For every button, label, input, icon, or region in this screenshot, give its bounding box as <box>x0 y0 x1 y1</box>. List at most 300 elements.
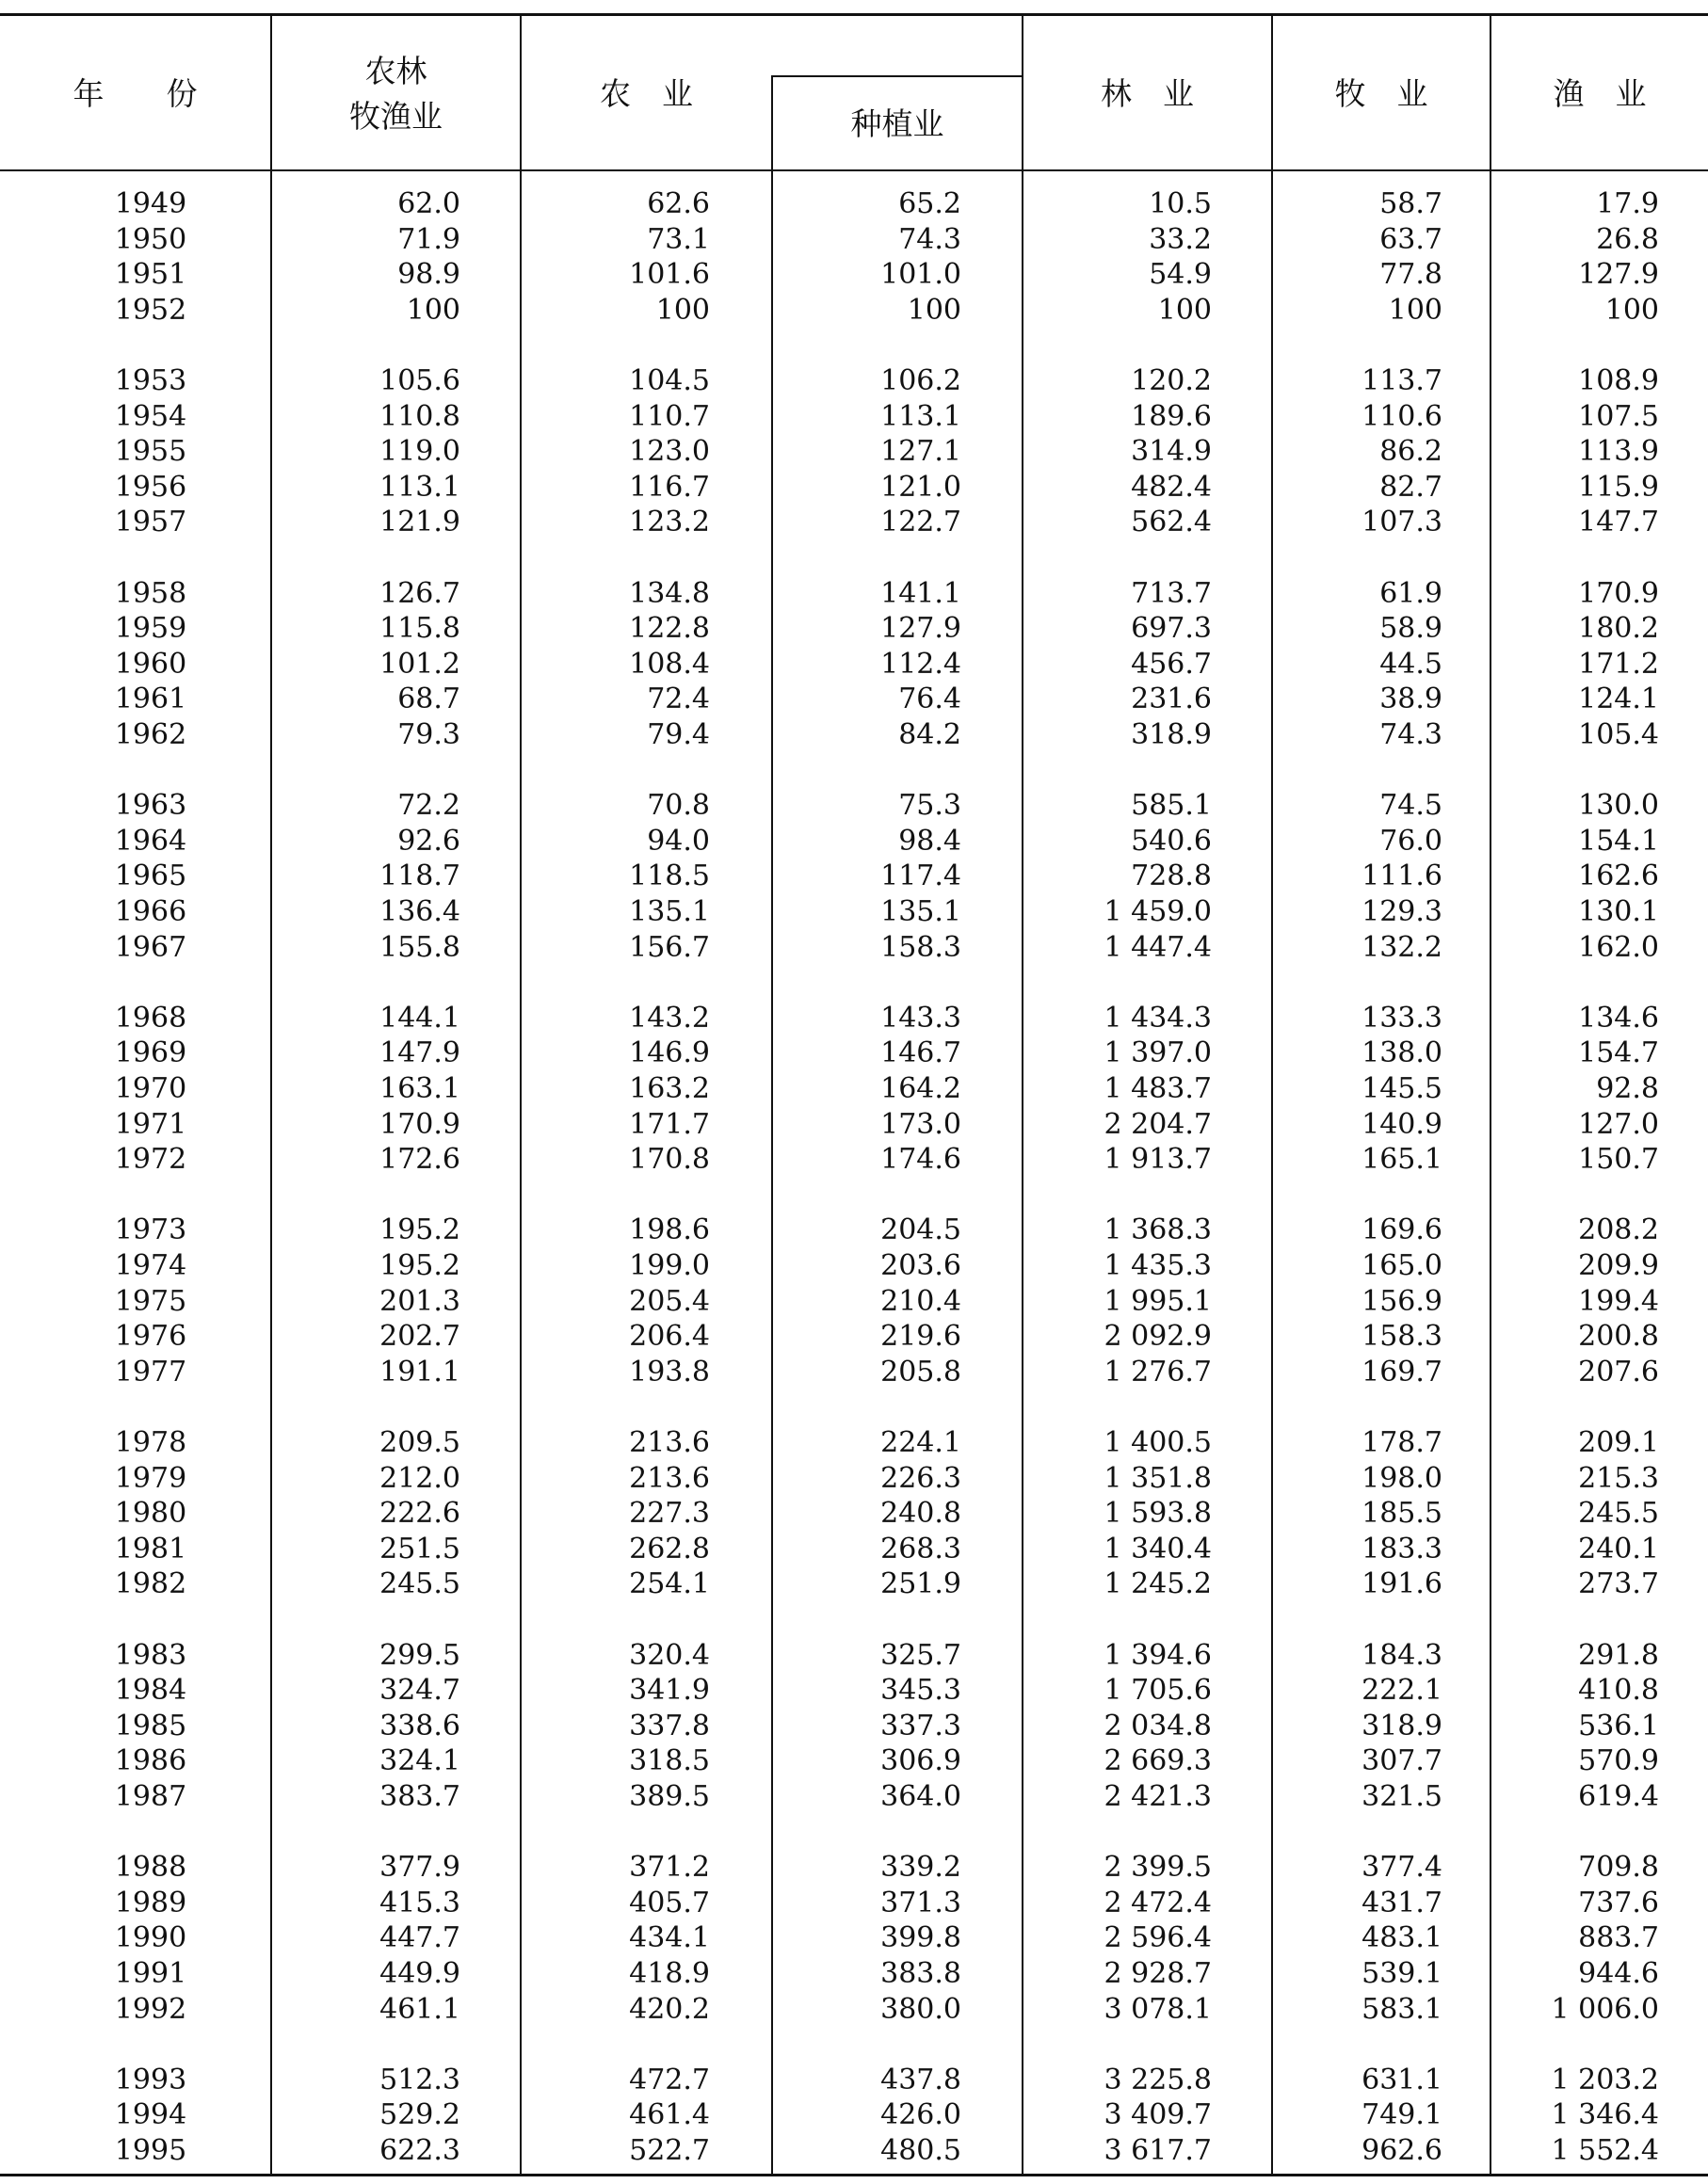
animal-cell: 110.6 <box>1362 399 1442 433</box>
year-cell: 1980 <box>114 1497 187 1531</box>
agriculture-cell: 134.8 <box>629 576 710 610</box>
agriculture-cell: 116.7 <box>629 470 710 504</box>
animal-cell: 631.1 <box>1362 2063 1442 2096</box>
fishery-cell: 107.5 <box>1578 399 1659 433</box>
forestry-cell: 456.7 <box>1131 647 1212 681</box>
forestry-cell: 2 092.9 <box>1104 1320 1212 1354</box>
fishery-cell: 208.2 <box>1578 1213 1659 1247</box>
fishery-cell: 170.9 <box>1578 576 1659 610</box>
crops-cell: 98.4 <box>898 824 961 858</box>
year-cell: 1967 <box>114 930 187 964</box>
animal-cell: 63.7 <box>1379 222 1442 256</box>
agriculture-cell: 101.6 <box>629 258 710 292</box>
animal-cell: 158.3 <box>1362 1320 1442 1354</box>
total-cell: 136.4 <box>379 895 460 928</box>
total-cell: 170.9 <box>379 1107 460 1141</box>
animal-cell: 58.7 <box>1379 187 1442 220</box>
crops-cell: 219.6 <box>880 1320 961 1354</box>
forestry-cell: 2 669.3 <box>1104 1744 1212 1778</box>
agriculture-cell: 206.4 <box>629 1320 710 1354</box>
fishery-cell: 1 552.4 <box>1551 2134 1659 2167</box>
total-cell: 126.7 <box>379 576 460 610</box>
forestry-cell: 1 351.8 <box>1104 1461 1212 1495</box>
year-cell: 1994 <box>114 2098 187 2132</box>
total-cell: 299.5 <box>379 1638 460 1672</box>
fishery-cell: 171.2 <box>1578 647 1659 681</box>
year-cell: 1978 <box>114 1426 187 1459</box>
forestry-cell: 231.6 <box>1131 682 1212 716</box>
crops-cell: 84.2 <box>898 718 961 751</box>
animal-cell: 86.2 <box>1379 435 1442 469</box>
crops-cell: 383.8 <box>880 1957 961 1990</box>
forestry-cell: 3 617.7 <box>1104 2134 1212 2167</box>
year-cell: 1984 <box>114 1674 187 1708</box>
crops-cell: 74.3 <box>898 222 961 256</box>
total-cell: 147.9 <box>379 1036 460 1070</box>
year-cell: 1954 <box>114 399 187 433</box>
forestry-cell: 1 483.7 <box>1104 1072 1212 1105</box>
forestry-cell: 1 995.1 <box>1104 1284 1212 1318</box>
animal-cell: 431.7 <box>1362 1886 1442 1919</box>
crops-cell: 122.7 <box>880 506 961 539</box>
forestry-cell: 1 245.2 <box>1104 1567 1212 1601</box>
agriculture-cell: 70.8 <box>647 789 710 823</box>
agriculture-cell: 94.0 <box>647 824 710 858</box>
total-cell: 119.0 <box>379 435 460 469</box>
crops-cell: 100 <box>907 293 961 327</box>
fishery-cell: 130.1 <box>1578 895 1659 928</box>
year-cell: 1995 <box>114 2134 187 2167</box>
agriculture-cell: 337.8 <box>629 1709 710 1742</box>
fishery-cell: 273.7 <box>1578 1567 1659 1601</box>
fishery-cell: 150.7 <box>1578 1143 1659 1177</box>
agriculture-cell: 110.7 <box>629 399 710 433</box>
total-cell: 449.9 <box>379 1957 460 1990</box>
total-cell: 155.8 <box>379 930 460 964</box>
agriculture-cell: 163.2 <box>629 1072 710 1105</box>
top-rule <box>0 13 1708 16</box>
forestry-cell: 1 394.6 <box>1104 1638 1212 1672</box>
fishery-cell: 709.8 <box>1578 1851 1659 1885</box>
fishery-cell: 162.0 <box>1578 930 1659 964</box>
total-cell: 415.3 <box>379 1886 460 1919</box>
agriculture-cell: 213.6 <box>629 1461 710 1495</box>
crops-cell: 251.9 <box>880 1567 961 1601</box>
crops-cell: 121.0 <box>880 470 961 504</box>
forestry-cell: 10.5 <box>1149 187 1212 220</box>
fishery-cell: 536.1 <box>1578 1709 1659 1742</box>
year-cell: 1972 <box>114 1143 187 1177</box>
agriculture-cell: 389.5 <box>629 1780 710 1813</box>
forestry-cell: 3 225.8 <box>1104 2063 1212 2096</box>
fishery-cell: 115.9 <box>1578 470 1659 504</box>
animal-cell: 165.0 <box>1362 1249 1442 1282</box>
animal-cell: 77.8 <box>1379 258 1442 292</box>
year-cell: 1988 <box>114 1851 187 1885</box>
year-cell: 1965 <box>114 859 187 893</box>
crops-cell: 127.9 <box>880 612 961 646</box>
animal-cell: 178.7 <box>1362 1426 1442 1459</box>
forestry-cell: 1 340.4 <box>1104 1532 1212 1566</box>
agriculture-cell: 418.9 <box>629 1957 710 1990</box>
fishery-cell: 200.8 <box>1578 1320 1659 1354</box>
agriculture-cell: 123.0 <box>629 435 710 469</box>
total-cell: 447.7 <box>379 1921 460 1955</box>
total-cell: 101.2 <box>379 647 460 681</box>
year-cell: 1981 <box>114 1532 187 1566</box>
crops-cell: 480.5 <box>880 2134 961 2167</box>
agriculture-cell: 254.1 <box>629 1567 710 1601</box>
agriculture-cell: 262.8 <box>629 1532 710 1566</box>
year-cell: 1991 <box>114 1957 187 1990</box>
crops-cell: 65.2 <box>898 187 961 220</box>
animal-cell: 749.1 <box>1362 2098 1442 2132</box>
forestry-cell: 1 913.7 <box>1104 1143 1212 1177</box>
fishery-cell: 410.8 <box>1578 1674 1659 1708</box>
crops-cell: 437.8 <box>880 2063 961 2096</box>
year-cell: 1970 <box>114 1072 187 1105</box>
year-cell: 1973 <box>114 1213 187 1247</box>
total-cell: 383.7 <box>379 1780 460 1813</box>
year-cell: 1968 <box>114 1001 187 1035</box>
animal-cell: 82.7 <box>1379 470 1442 504</box>
fishery-cell: 127.0 <box>1578 1107 1659 1141</box>
subheader-rule <box>771 75 1022 77</box>
year-cell: 1950 <box>114 222 187 256</box>
agriculture-cell: 193.8 <box>629 1355 710 1389</box>
crops-cell: 345.3 <box>880 1674 961 1708</box>
total-cell: 121.9 <box>379 506 460 539</box>
animal-cell: 74.3 <box>1379 718 1442 751</box>
forestry-cell: 1 447.4 <box>1104 930 1212 964</box>
total-cell: 512.3 <box>379 2063 460 2096</box>
animal-cell: 113.7 <box>1362 364 1442 397</box>
animal-cell: 74.5 <box>1379 789 1442 823</box>
header-fishery: 渔 业 <box>1553 75 1647 112</box>
animal-cell: 38.9 <box>1379 682 1442 716</box>
fishery-cell: 737.6 <box>1578 1886 1659 1919</box>
crops-cell: 117.4 <box>880 859 961 893</box>
crops-cell: 371.3 <box>880 1886 961 1919</box>
total-cell: 622.3 <box>379 2134 460 2167</box>
total-cell: 118.7 <box>379 859 460 893</box>
fishery-cell: 17.9 <box>1596 187 1659 220</box>
crops-cell: 226.3 <box>880 1461 961 1495</box>
year-cell: 1993 <box>114 2063 187 2096</box>
forestry-cell: 1 368.3 <box>1104 1213 1212 1247</box>
total-cell: 245.5 <box>379 1567 460 1601</box>
crops-cell: 127.1 <box>880 435 961 469</box>
animal-cell: 169.7 <box>1362 1355 1442 1389</box>
forestry-cell: 2 399.5 <box>1104 1851 1212 1885</box>
fishery-cell: 207.6 <box>1578 1355 1659 1389</box>
year-cell: 1959 <box>114 612 187 646</box>
total-cell: 251.5 <box>379 1532 460 1566</box>
forestry-cell: 120.2 <box>1131 364 1212 397</box>
year-cell: 1966 <box>114 895 187 928</box>
year-cell: 1992 <box>114 1992 187 2026</box>
fishery-cell: 1 346.4 <box>1551 2098 1659 2132</box>
agriculture-cell: 320.4 <box>629 1638 710 1672</box>
animal-cell: 111.6 <box>1362 859 1442 893</box>
forestry-cell: 1 400.5 <box>1104 1426 1212 1459</box>
agriculture-cell: 171.7 <box>629 1107 710 1141</box>
year-cell: 1952 <box>114 293 187 327</box>
forestry-cell: 1 459.0 <box>1104 895 1212 928</box>
animal-cell: 539.1 <box>1362 1957 1442 1990</box>
year-cell: 1960 <box>114 647 187 681</box>
crops-cell: 210.4 <box>880 1284 961 1318</box>
fishery-cell: 245.5 <box>1578 1497 1659 1531</box>
forestry-cell: 2 596.4 <box>1104 1921 1212 1955</box>
animal-cell: 138.0 <box>1362 1036 1442 1070</box>
year-cell: 1982 <box>114 1567 187 1601</box>
agriculture-cell: 341.9 <box>629 1674 710 1708</box>
animal-cell: 165.1 <box>1362 1143 1442 1177</box>
fishery-cell: 124.1 <box>1578 682 1659 716</box>
crops-cell: 101.0 <box>880 258 961 292</box>
total-cell: 115.8 <box>379 612 460 646</box>
crops-cell: 113.1 <box>880 399 961 433</box>
crops-cell: 380.0 <box>880 1992 961 2026</box>
animal-cell: 483.1 <box>1362 1921 1442 1955</box>
total-cell: 72.2 <box>397 789 460 823</box>
year-cell: 1976 <box>114 1320 187 1354</box>
crops-cell: 399.8 <box>880 1921 961 1955</box>
forestry-cell: 1 435.3 <box>1104 1249 1212 1282</box>
bottom-rule <box>0 2174 1708 2176</box>
animal-cell: 307.7 <box>1362 1744 1442 1778</box>
fishery-cell: 883.7 <box>1578 1921 1659 1955</box>
header-forestry: 林 业 <box>1101 75 1194 112</box>
fishery-cell: 100 <box>1604 293 1659 327</box>
forestry-cell: 728.8 <box>1131 859 1212 893</box>
forestry-cell: 318.9 <box>1131 718 1212 751</box>
agriculture-cell: 146.9 <box>629 1036 710 1070</box>
forestry-cell: 3 078.1 <box>1104 1992 1212 2026</box>
total-cell: 222.6 <box>379 1497 460 1531</box>
year-cell: 1986 <box>114 1744 187 1778</box>
crops-cell: 106.2 <box>880 364 961 397</box>
year-cell: 1983 <box>114 1638 187 1672</box>
total-cell: 71.9 <box>397 222 460 256</box>
total-cell: 377.9 <box>379 1851 460 1885</box>
total-cell: 113.1 <box>379 470 460 504</box>
year-cell: 1987 <box>114 1780 187 1813</box>
total-cell: 100 <box>406 293 460 327</box>
year-cell: 1985 <box>114 1709 187 1742</box>
total-cell: 79.3 <box>397 718 460 751</box>
header-bottom-rule <box>0 169 1708 171</box>
animal-cell: 58.9 <box>1379 612 1442 646</box>
crops-cell: 268.3 <box>880 1532 961 1566</box>
animal-cell: 185.5 <box>1362 1497 1442 1531</box>
forestry-cell: 585.1 <box>1131 789 1212 823</box>
fishery-cell: 108.9 <box>1578 364 1659 397</box>
agriculture-cell: 371.2 <box>629 1851 710 1885</box>
year-cell: 1953 <box>114 364 187 397</box>
forestry-cell: 1 434.3 <box>1104 1001 1212 1035</box>
animal-cell: 169.6 <box>1362 1213 1442 1247</box>
fishery-cell: 944.6 <box>1578 1957 1659 1990</box>
animal-cell: 191.6 <box>1362 1567 1442 1601</box>
forestry-cell: 1 705.6 <box>1104 1674 1212 1708</box>
forestry-cell: 189.6 <box>1131 399 1212 433</box>
animal-cell: 318.9 <box>1362 1709 1442 1742</box>
crops-cell: 174.6 <box>880 1143 961 1177</box>
total-cell: 110.8 <box>379 399 460 433</box>
fishery-cell: 92.8 <box>1596 1072 1659 1105</box>
fishery-cell: 127.9 <box>1578 258 1659 292</box>
year-cell: 1974 <box>114 1249 187 1282</box>
agriculture-cell: 420.2 <box>629 1992 710 2026</box>
fishery-cell: 291.8 <box>1578 1638 1659 1672</box>
year-cell: 1962 <box>114 718 187 751</box>
fishery-cell: 619.4 <box>1578 1780 1659 1813</box>
agriculture-cell: 405.7 <box>629 1886 710 1919</box>
total-cell: 202.7 <box>379 1320 460 1354</box>
agriculture-cell: 170.8 <box>629 1143 710 1177</box>
forestry-cell: 2 034.8 <box>1104 1709 1212 1742</box>
fishery-cell: 209.9 <box>1578 1249 1659 1282</box>
agriculture-cell: 472.7 <box>629 2063 710 2096</box>
fishery-cell: 570.9 <box>1578 1744 1659 1778</box>
agriculture-cell: 100 <box>655 293 710 327</box>
agriculture-cell: 72.4 <box>647 682 710 716</box>
total-cell: 144.1 <box>379 1001 460 1035</box>
year-cell: 1958 <box>114 576 187 610</box>
year-cell: 1957 <box>114 506 187 539</box>
agriculture-cell: 122.8 <box>629 612 710 646</box>
agriculture-cell: 135.1 <box>629 895 710 928</box>
animal-cell: 583.1 <box>1362 1992 1442 2026</box>
forestry-cell: 54.9 <box>1149 258 1212 292</box>
animal-cell: 377.4 <box>1362 1851 1442 1885</box>
animal-cell: 140.9 <box>1362 1107 1442 1141</box>
fishery-cell: 180.2 <box>1578 612 1659 646</box>
fishery-cell: 147.7 <box>1578 506 1659 539</box>
forestry-cell: 2 204.7 <box>1104 1107 1212 1141</box>
total-cell: 68.7 <box>397 682 460 716</box>
animal-cell: 132.2 <box>1362 930 1442 964</box>
crops-cell: 205.8 <box>880 1355 961 1389</box>
agriculture-cell: 118.5 <box>629 859 710 893</box>
year-cell: 1951 <box>114 258 187 292</box>
forestry-cell: 3 409.7 <box>1104 2098 1212 2132</box>
crops-cell: 143.3 <box>880 1001 961 1035</box>
fishery-cell: 154.1 <box>1578 824 1659 858</box>
crops-cell: 339.2 <box>880 1851 961 1885</box>
year-cell: 1979 <box>114 1461 187 1495</box>
forestry-cell: 314.9 <box>1131 435 1212 469</box>
forestry-cell: 2 472.4 <box>1104 1886 1212 1919</box>
fishery-cell: 154.7 <box>1578 1036 1659 1070</box>
fishery-cell: 113.9 <box>1578 435 1659 469</box>
fishery-cell: 1 006.0 <box>1551 1992 1659 2026</box>
agriculture-cell: 104.5 <box>629 364 710 397</box>
year-cell: 1963 <box>114 789 187 823</box>
fishery-cell: 26.8 <box>1596 222 1659 256</box>
agriculture-cell: 318.5 <box>629 1744 710 1778</box>
total-cell: 338.6 <box>379 1709 460 1742</box>
crops-cell: 325.7 <box>880 1638 961 1672</box>
agriculture-cell: 199.0 <box>629 1249 710 1282</box>
year-cell: 1964 <box>114 824 187 858</box>
forestry-cell: 2 928.7 <box>1104 1957 1212 1990</box>
fishery-cell: 162.6 <box>1578 859 1659 893</box>
year-cell: 1961 <box>114 682 187 716</box>
total-cell: 195.2 <box>379 1213 460 1247</box>
animal-cell: 100 <box>1388 293 1442 327</box>
agriculture-cell: 461.4 <box>629 2098 710 2132</box>
agriculture-cell: 108.4 <box>629 647 710 681</box>
forestry-cell: 562.4 <box>1131 506 1212 539</box>
crops-cell: 135.1 <box>880 895 961 928</box>
agriculture-cell: 143.2 <box>629 1001 710 1035</box>
total-cell: 98.9 <box>397 258 460 292</box>
crops-cell: 364.0 <box>880 1780 961 1813</box>
fishery-cell: 240.1 <box>1578 1532 1659 1566</box>
forestry-cell: 713.7 <box>1131 576 1212 610</box>
crops-cell: 224.1 <box>880 1426 961 1459</box>
agriculture-cell: 434.1 <box>629 1921 710 1955</box>
year-cell: 1955 <box>114 435 187 469</box>
header-crops: 种植业 <box>850 105 944 142</box>
total-cell: 92.6 <box>397 824 460 858</box>
agriculture-cell: 522.7 <box>629 2134 710 2167</box>
total-cell: 191.1 <box>379 1355 460 1389</box>
agriculture-cell: 123.2 <box>629 506 710 539</box>
animal-cell: 129.3 <box>1362 895 1442 928</box>
crops-cell: 75.3 <box>898 789 961 823</box>
crops-cell: 141.1 <box>880 576 961 610</box>
crops-cell: 426.0 <box>880 2098 961 2132</box>
crops-cell: 76.4 <box>898 682 961 716</box>
forestry-cell: 1 276.7 <box>1104 1355 1212 1389</box>
year-cell: 1949 <box>114 187 187 220</box>
header-total: 农林 牧渔业 <box>349 53 443 135</box>
year-cell: 1969 <box>114 1036 187 1070</box>
fishery-cell: 105.4 <box>1578 718 1659 751</box>
crops-cell: 158.3 <box>880 930 961 964</box>
crops-cell: 146.7 <box>880 1036 961 1070</box>
forestry-cell: 1 593.8 <box>1104 1497 1212 1531</box>
animal-cell: 198.0 <box>1362 1461 1442 1495</box>
agriculture-cell: 62.6 <box>647 187 710 220</box>
fishery-cell: 1 203.2 <box>1551 2063 1659 2096</box>
crops-cell: 164.2 <box>880 1072 961 1105</box>
animal-cell: 145.5 <box>1362 1072 1442 1105</box>
animal-cell: 183.3 <box>1362 1532 1442 1566</box>
total-cell: 62.0 <box>397 187 460 220</box>
animal-cell: 184.3 <box>1362 1638 1442 1672</box>
total-cell: 172.6 <box>379 1143 460 1177</box>
crops-cell: 240.8 <box>880 1497 961 1531</box>
crops-cell: 173.0 <box>880 1107 961 1141</box>
forestry-cell: 540.6 <box>1131 824 1212 858</box>
animal-cell: 133.3 <box>1362 1001 1442 1035</box>
year-cell: 1989 <box>114 1886 187 1919</box>
agriculture-cell: 73.1 <box>647 222 710 256</box>
animal-cell: 962.6 <box>1362 2134 1442 2167</box>
agriculture-cell: 227.3 <box>629 1497 710 1531</box>
animal-cell: 44.5 <box>1379 647 1442 681</box>
crops-cell: 306.9 <box>880 1744 961 1778</box>
fishery-cell: 215.3 <box>1578 1461 1659 1495</box>
total-cell: 195.2 <box>379 1249 460 1282</box>
fishery-cell: 134.6 <box>1578 1001 1659 1035</box>
animal-cell: 321.5 <box>1362 1780 1442 1813</box>
